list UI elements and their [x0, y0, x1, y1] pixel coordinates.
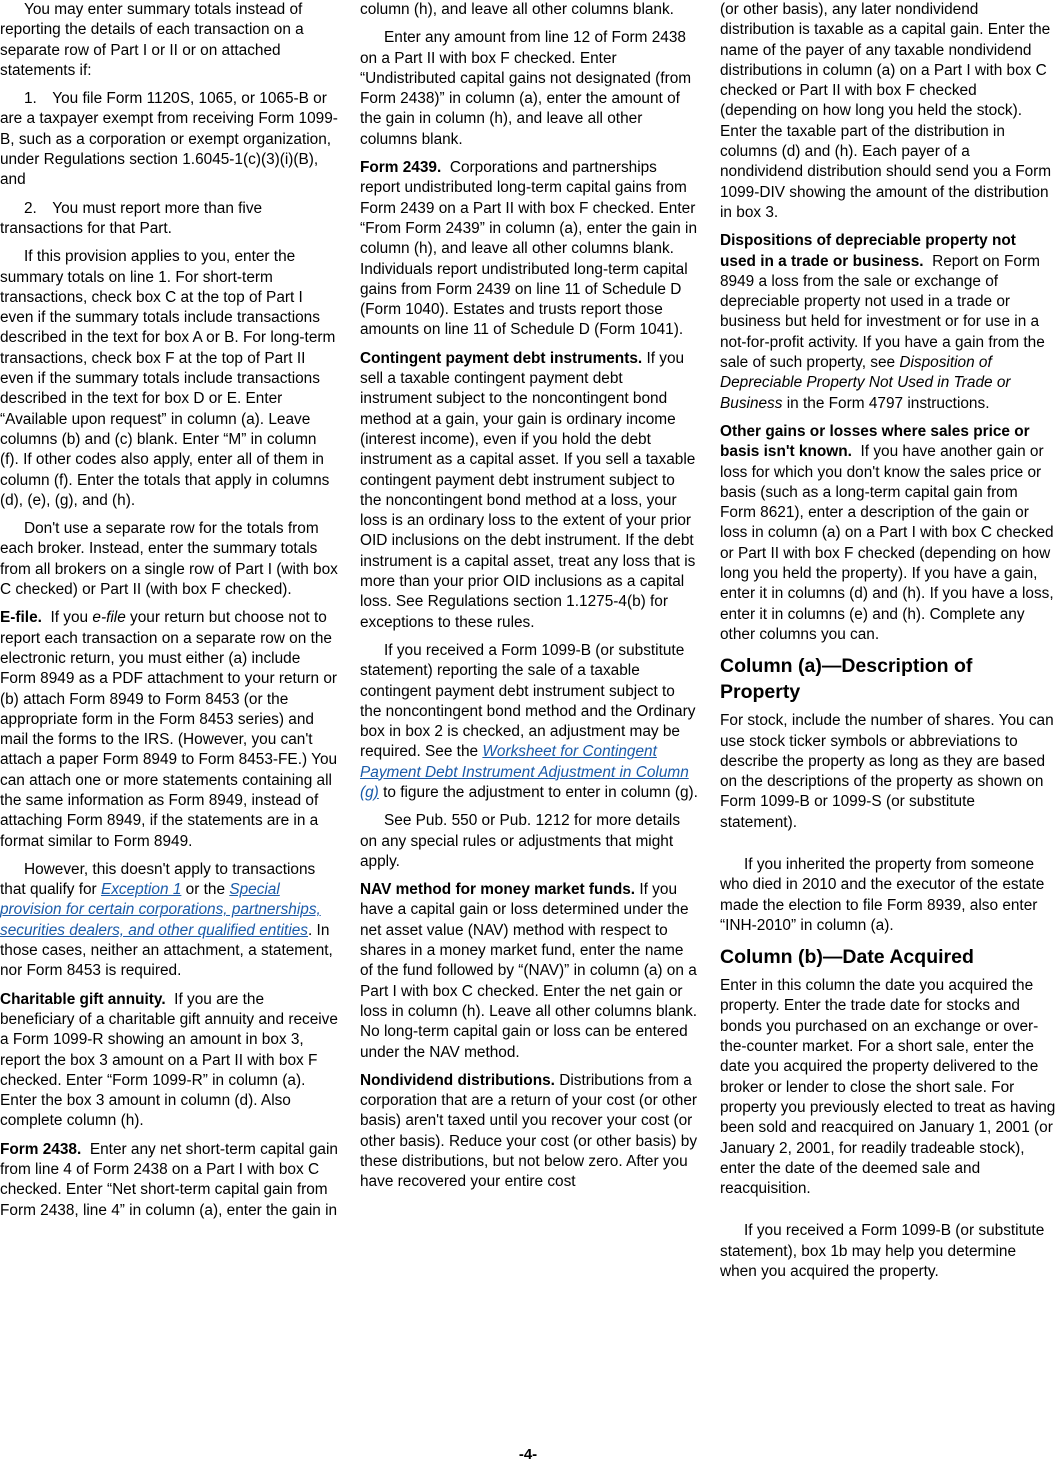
spacer	[720, 1207, 1056, 1221]
paragraph-exception: However, this doesn't apply to transactions that qualify for Exception 1 or the Special provision for certain corporations, partnerships, securities dealers, and other qualified entities. In those cases, neither an attachment, a statement, nor Form 8453 is required.	[0, 860, 333, 980]
paragraph-summary-totals: You may enter summary totals instead of reporting the details of each transaction on a separate row of Part I or II or on attached statements if:	[0, 1, 304, 79]
depreciable-property-heading: Dispositions of depreciable property not used in a trade or business.	[720, 232, 1016, 270]
spacer	[720, 841, 1056, 855]
column-left	[0, 0, 338, 1229]
paragraph-pub-550: See Pub. 550 or Pub. 1212 for more details on any special rules or adjustments that might apply.	[360, 812, 681, 870]
paragraph-column-b-1099b: If you received a Form 1099-B (or substitute statement), box 1b may help you determine when you acquired the property.	[720, 1222, 1045, 1281]
column-b-heading: Column (b)—Date Acquired	[720, 946, 974, 969]
worksheet-link[interactable]: Worksheet for Contingent Payment Debt Instrument Adjustment in Column (g)	[360, 743, 689, 801]
paragraph-contingent-payment: Contingent payment debt instruments. If you sell a taxable contingent payment debt instrument subject to the noncontingent bond method at a gain, your gain is ordinary income (interest income), even if you hold the debt instrument as a capital asset. If you sell a taxable contingent payment debt instrument subject to the noncontingent bond method at a loss, your loss is an ordinary loss to the extent of your prior OID inclusions on the debt instrument. If the debt instrument is a capital asset, treat any loss that is more than your prior OID inclusions as a capital loss. See Regulations section 1.1275-4(b) for exceptions to these rules.	[360, 349, 696, 631]
nondividend-heading: Nondividend distributions.	[360, 1071, 555, 1089]
paragraph-continued: column (h), and leave all other columns blank.	[360, 1, 674, 18]
form-2438-heading: Form 2438.	[0, 1140, 82, 1158]
paragraph-1099b-contingent: If you received a Form 1099-B (or substitute statement) reporting the sale of a taxable contingent payment debt instrument subject to the noncontingent bond method and the Ordinary box in box 2 is checked, an adjustment may be required. See the Worksheet for Contingent Payment Debt Instrument Adjustment in Column (g) to figure the adjustment to enter in column (g).	[360, 641, 698, 801]
column-right	[720, 0, 1056, 1290]
paragraph-provision: If this provision applies to you, enter the summary totals on line 1. For short-term transactions, check box C at the top of Part I even if the summary totals include transactions described in the text for box A or B. For long-term transactions, check box F at the top of Part II even if the summary totals include transactions described in the text for box D or E. Enter “Available upon request” in column (a). Leave columns (b) and (c) blank. Enter “M” in column (f). If other codes also apply, enter all of them in column (f). Enter the totals that apply in columns (d), (e), (g), and (h).	[0, 248, 336, 509]
list-item-2: 2. You must report more than five transactions for that Part.	[0, 199, 263, 237]
paragraph-nondividend-continued: (or other basis), any later nondividend distribution is taxable as a capital gain. Enter the name of the payer of any taxable nondividend distributions in column (a) on a Part I with box C checked or Part II with box F checked (depending on how long you held the stock). Enter the taxable part of the distribution in columns (d) and (h). Each payer of a nondividend distribution should send you a Form 1099-DIV showing the amount of the distribution in box 3.	[720, 1, 1052, 221]
nav-method-heading: NAV method for money market funds.	[360, 881, 636, 899]
paragraph-form-2438: Form 2438. Enter any net short-term capital gain from line 4 of Form 2438 on a Part I with box C checked. Enter “Net short-term capital gain from Form 2438, line 4” in column (a), enter the gain in	[0, 1140, 338, 1219]
form-2439-heading: Form 2439.	[360, 159, 442, 177]
page-number: -4-	[518, 1446, 538, 1463]
contingent-payment-heading: Contingent payment debt instruments.	[360, 349, 643, 367]
paragraph-column-a-inherited: If you inherited the property from someone who died in 2010 and the executor of the estate made the election to file Form 8939, also enter “INH-2010” in column (a).	[720, 855, 1045, 934]
column-middle	[360, 0, 698, 1201]
column-a-heading: Column (a)—Description of Property	[720, 655, 973, 704]
paragraph-line-12: Enter any amount from line 12 of Form 2438 on a Part II with box F checked. Enter “Undistributed capital gains not designated (from Form 2438)” in column (a), enter the amount of the gain in column (h), and leave all other columns blank.	[360, 29, 692, 148]
paragraph-charitable-gift-annuity: Charitable gift annuity. If you are the beneficiary of a charitable gift annuity and receive a Form 1099-R showing an amount in box 3, report the box 3 amount on a Part II with box F checked. Enter “Form 1099-R” in column (a). Enter the box 3 amount in column (d). Also complete column (h).	[0, 990, 338, 1130]
paragraph-brokers: Don't use a separate row for the totals from each broker. Instead, enter the summary totals from all brokers on a single row of Part I (with box C checked) or Part II (with box F checked).	[0, 520, 338, 599]
paragraph-column-b-date: Enter in this column the date you acquired the property. Enter the trade date for stocks and bonds you purchased on an exchange or over-the-counter market. For a short sale, enter the date you acquired the property delivered to the broker or lender to close the short sale. For property you previously elected to treat as having been sold and reacquired on January 1, 2001 (or January 2, 2001, for readily tradeable stock), enter the date of the deemed sale and reacquisition.	[720, 977, 1056, 1198]
other-gains-heading: Other gains or losses where sales price or basis isn't known.	[720, 422, 1030, 461]
efile-heading: E-file.	[0, 609, 42, 627]
paragraph-form-2439: Form 2439. Corporations and partnerships report undistributed long-term capital gains from Form 2439 on a Part II with box F checked. Enter “From Form 2439” in column (a), enter the gain in column (h), and leave all other columns blank. Individuals report undistributed long-term capital gains from Form 2439 on line 11 of Schedule D (Form 1040). Estates and trusts report those amounts on line 11 of Schedule D (Form 1041).	[360, 159, 698, 339]
paragraph-nav-method: NAV method for money market funds. If you have a capital gain or loss determined under the net asset value (NAV) method with respect to shares in a money market fund, enter the name of the fund followed by “(NAV)” in column (a) on a Part I with box C checked. Enter the net gain or loss in column (h). Leave all other columns blank. No long-term capital gain or loss can be entered under the NAV method.	[360, 881, 698, 1061]
paragraph-other-gains: Other gains or losses where sales price or basis isn't known. If you have another gain or loss for which you don't know the sales price or basis (such as a long-term capital gain from Form 8621), enter a description of the gain or loss in column (a) on a Part I with box C checked or Part II with box F checked (depending on how long you held the property). If you have a gain, enter it in columns (d) and (h). If you have a loss, enter it in columns (e) and (h). Complete any other columns you can.	[720, 422, 1054, 643]
list-item-1: 1. You file Form 1120S, 1065, or 1065-B or are a taxpayer exempt from receiving Form 1099-B, such as a corporation or exempt organization, under Regulations section 1.6045-1(c)(3)(i)(B), and	[0, 90, 338, 189]
paragraph-depreciable-property: Dispositions of depreciable property not used in a trade or business. Report on Form 8949 a loss from the sale or exchange of depreciable property not used in a trade or business but held for investment or for use in a not-for-profit activity. If you have a gain from the sale of such property, see Disposition of Depreciable Property Not Used in Trade or Business in the Form 4797 instructions.	[720, 232, 1045, 412]
charitable-gift-annuity-heading: Charitable gift annuity.	[0, 990, 166, 1008]
paragraph-column-a-stock: For stock, include the number of shares. You can use stock ticker symbols or abbreviations to describe the property as long as they are based on the descriptions of the property as shown on Form 1099-B or 1099-S (or substitute statement).	[720, 712, 1054, 831]
paragraph-efile: E-file. If you e-file your return but choose not to report each transaction on a separate row on the electronic return, you must either (a) include Form 8949 as a PDF attachment to your return or (b) attach Form 8949 to Form 8453 (or the appropriate form in the Form 8453 series) and mail the forms to the IRS. (However, you can't attach a paper Form 8949 to Form 8453-FE.) You can attach one or more statements containing all the same information as Form 8949, instead of attaching Form 8949, if the statements are in a format similar to Form 8949.	[0, 609, 338, 850]
special-provision-link[interactable]: Special provision for certain corporations, partnerships, securities dealers, and other qualified entities	[0, 881, 321, 939]
exception-1-link[interactable]: Exception 1	[100, 881, 182, 899]
paragraph-nondividend: Nondividend distributions. Distributions from a corporation that are a return of your cost (or other basis) aren't taxed until you recover your cost (or other basis). Reduce your cost (or other basis) by these distributions, but not below zero. After you have recovered your entire cost	[360, 1071, 698, 1191]
